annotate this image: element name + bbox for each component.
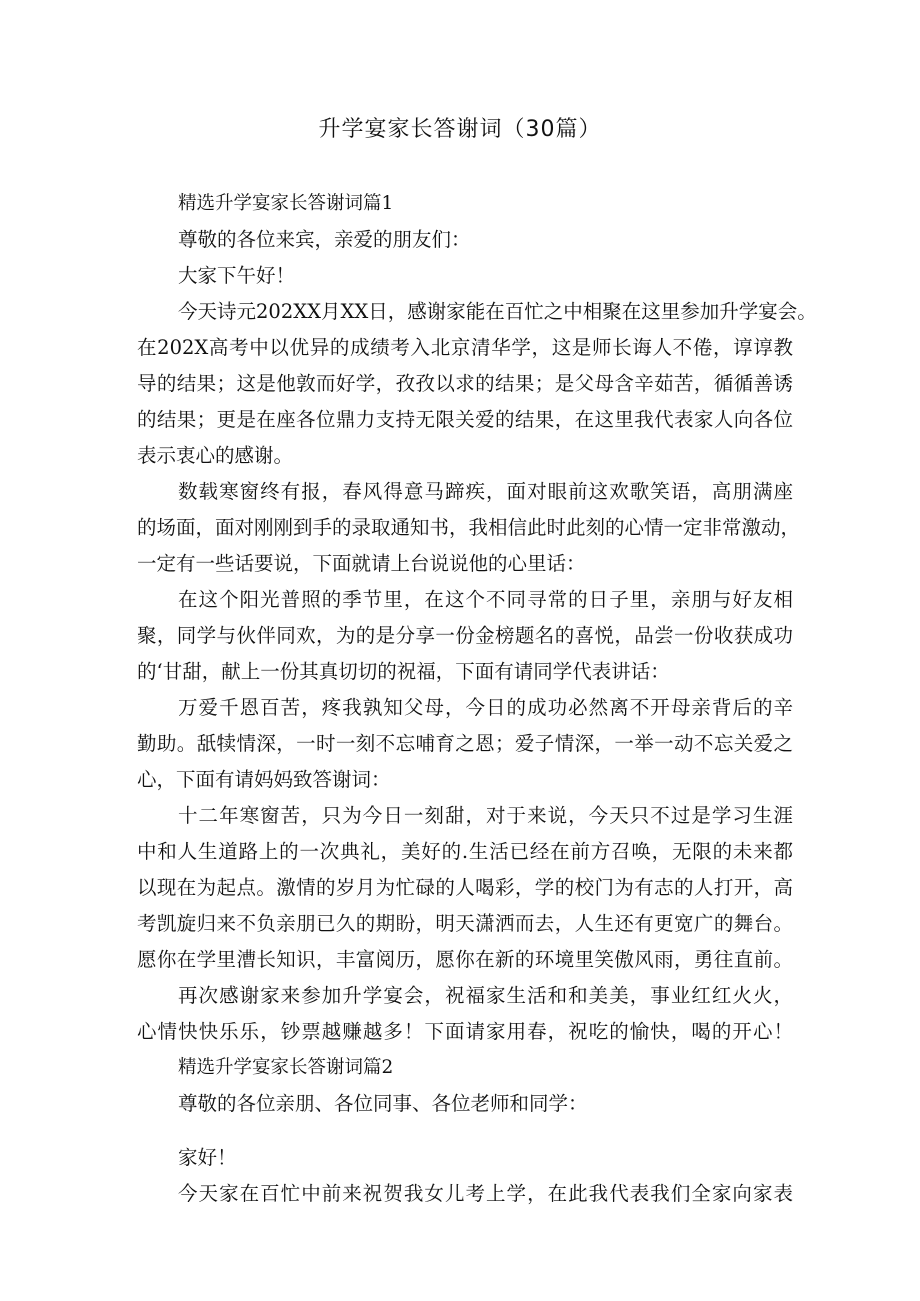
- text-line: 的‘甘甜，献上一份其真切切的祝福，下面有请同学代表讲话：: [137, 660, 670, 683]
- text-line: 勤助。舐犊情深，一时一刻不忘哺育之恩；爱子情深，一举一动不忘关爱之: [137, 732, 793, 755]
- text-line: 中和人生道路上的一次典礼，美好的.生活已经在前方召唤，无限的未来都: [137, 840, 793, 863]
- text-line: 心情快快乐乐，钞票越赚越多！下面请家用春，祝吃的愉快，喝的开心！: [137, 1020, 793, 1043]
- section-heading: 精选升学宴家长答谢词篇1: [178, 193, 394, 214]
- text-line: 以现在为起点。激情的岁月为忙碌的人喝彩，学的校门为有志的人打开，高: [137, 876, 793, 899]
- text-line: 考凯旋归来不负亲朋已久的期盼，明天潇洒而去，人生还有更宽广的舞台。: [137, 912, 793, 935]
- text-line: 在202X高考中以优异的成绩考入北京清华学，这是师长诲人不倦，谆谆教: [137, 336, 793, 359]
- text-line: 十二年寒窗苦，只为今日一刻甜，对于来说，今天只不过是学习生涯: [178, 804, 793, 827]
- text-line: 尊敬的各位来宾，亲爱的朋友们：: [178, 228, 471, 251]
- document-title: 升学宴家长答谢词（30篇）: [318, 117, 602, 142]
- text-line: 今天诗元202XX月XX日，感谢家能在百忙之中相聚在这里参加升学宴会。: [178, 300, 817, 323]
- paragraph-spacer: [137, 1122, 793, 1140]
- text-line: 表示衷心的感谢。: [137, 444, 294, 467]
- text-line: 愿你在学里漕长知识，丰富阅历，愿你在新的环境里笑傲风雨，勇往直前。: [137, 948, 793, 971]
- section-heading: 精选升学宴家长答谢词篇2: [178, 1057, 394, 1078]
- text-line: 数载寒窗终有报，春风得意马蹄疾，面对眼前这欢歌笑语，高朋满座: [178, 480, 793, 503]
- text-line: 尊敬的各位亲朋、各位同事、各位老师和同学：: [178, 1092, 588, 1115]
- text-line: 今天家在百忙中前来祝贺我女儿考上学，在此我代表我们全家向家表: [178, 1182, 793, 1205]
- text-line: 导的结果；这是他敦而好学，孜孜以求的结果；是父母含辛茹苦，循循善诱: [137, 372, 793, 395]
- text-line: 聚，同学与伙伴同欢，为的是分享一份金榜题名的喜悦，品尝一份收获成功: [137, 624, 793, 647]
- text-line: 一定有一些话要说，下面就请上台说说他的心里话：: [137, 552, 586, 575]
- text-line: 的场面，面对刚刚到手的录取通知书，我相信此时此刻的心情一定非常激动，: [137, 516, 801, 539]
- document-body: [137, 186, 817, 1212]
- text-line: 的结果；更是在座各位鼎力支持无限关爱的结果，在这里我代表家人向各位: [137, 408, 793, 431]
- text-line: 大家下午好！: [178, 264, 296, 287]
- text-line: 在这个阳光普照的季节里，在这个不同寻常的日子里，亲朋与好友相: [178, 588, 793, 611]
- text-line: 家好！: [178, 1146, 237, 1169]
- text-line: 万爱千恩百苦，疼我孰知父母，今日的成功必然离不开母亲背后的辛: [178, 696, 793, 719]
- text-line: 再次感谢家来参加升学宴会，祝福家生活和和美美，事业红红火火，: [178, 984, 793, 1007]
- text-line: 心，下面有请妈妈致答谢词：: [137, 768, 391, 791]
